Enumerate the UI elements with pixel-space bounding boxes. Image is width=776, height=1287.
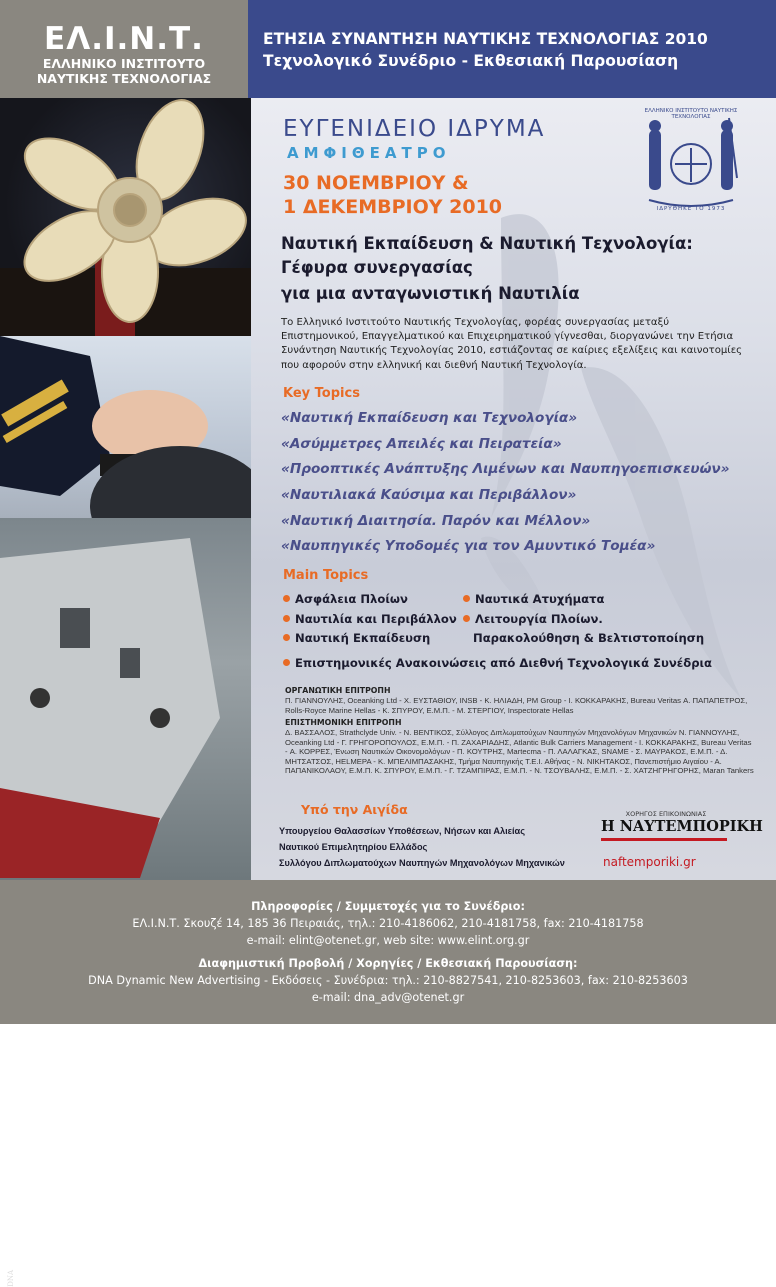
info-contact: e-mail: elint@otenet.gr, web site: www.elint.org.gr <box>246 934 530 947</box>
ship-aerial-photo <box>0 518 251 1287</box>
info-address: ΕΛ.Ι.Ν.Τ. Σκουζέ 14, 185 36 Πειραιάς, τηλ.: 210-4186062, 210-4181758, fax: 210-4181758 <box>132 917 644 930</box>
sponsor-logo: Η ΝΑΥΤΕΜΠΟΡΙΚΗ <box>601 818 763 835</box>
bullet-icon <box>463 615 470 622</box>
main-topic-item <box>463 592 604 606</box>
conference-title: ΕΤΗΣΙΑ ΣΥΝΑΝΤΗΣΗ ΝΑΥΤΙΚΗΣ ΤΕΧΝΟΛΟΓΙΑΣ 2010 <box>263 30 708 48</box>
main-topic-item <box>283 612 457 626</box>
date-line-1: 30 ΝΟΕΜΒΡΙΟΥ & <box>283 172 469 194</box>
organizing-committee-members: Π. ΓΙΑΝΝΟΥΛΗΣ, Oceanking Ltd - Χ. ΕΥΣΤΑΘΙΟΥ, INSB - Κ. ΗΛΙΑΔΗ, PM Group - Ι. ΚΟΚΚΑΡΑΚΗΣ, Bureau Veritas Α. ΠΑΠΑΠΕΤΡΟΣ, Rolls-Royce Marine Hellas - Κ. ΣΠΥΡΟΥ, Ε.Μ.Π. - Μ. ΣΤΕΡΓΙΟΥ, Inspectorate Hellas <box>285 696 748 715</box>
theme-line-1: Ναυτική Εκπαίδευση & Ναυτική Τεχνολογία: <box>281 234 693 253</box>
venue-subtitle: ΑΜΦΙΘΕΑΤΡΟ <box>287 144 451 162</box>
key-topic-item: «Ναυτική Εκπαίδευση και Τεχνολογία» <box>281 410 578 426</box>
theme-line-2: Γέφυρα συνεργασίας <box>281 258 473 277</box>
main-topic-text: Επιστημονικές Ανακοινώσεις από Διεθνή Τεχνολογικά Συνέδρια <box>295 656 712 670</box>
main-topic-text: Ναυτική Εκπαίδευση <box>295 631 431 645</box>
sponsor-label: ΧΟΡΗΓΟΣ ΕΠΙΚΟΙΝΩΝΙΑΣ <box>625 810 707 818</box>
main-topic-item <box>283 592 408 606</box>
propeller-photo <box>0 98 251 336</box>
bullet-icon <box>283 595 290 602</box>
emblem-seal-icon <box>629 108 753 218</box>
emblem-bottom-text: ΙΔΡΥΘΗΚΕ ΤΟ 1973 <box>656 206 726 212</box>
sponsor-website: naftemporiki.gr <box>603 855 696 869</box>
institute-emblem <box>629 108 753 218</box>
key-topics-list <box>281 406 730 560</box>
organizing-committee-title: ΟΡΓΑΝΩΤΙΚΗ ΕΠΙΤΡΟΠΗ <box>285 686 391 695</box>
scientific-committee-members: Δ. ΒΑΣΣΑΛΟΣ, Strathclyde Univ. - Ν. ΒΕΝΤΙΚΟΣ, Σύλλογος Διπλωματούχων Ναυπηγών Μηχανολόγων Μηχανικών Ν. ΓΙΑΝΝΟΥΛΗΣ, Oceanking Ltd - Γ. ΓΡΗΓΟΡΟΠΟΥΛΟΣ, Ε.Μ.Π. - Π. ΖΑΧΑΡΙΑΔΗΣ, Atlantic Bulk Carriers Management - Ι. ΚΟΚΚΑΡΑΚΗΣ, Bureau Veritas - Α. ΚΟΡΡΕΣ, Ένωση Ναυτικών Οικονομολόγων - Π. ΚΟΥΤΡΗΣ, Martecma - Π. ΛΑΛΑΓΚΑΣ, SNAME - Σ. ΜΑΥΡΑΚΟΣ, Ε.Μ.Π. - Δ. ΜΗΤΣΑΤΣΟΣ, HELMEPA - Κ. ΜΠΕΛΙΜΠΑΣΑΚΗΣ, Τμήμα Ναυπηγικής Τ.Ε.Ι. Αθήνας - Ν. ΝΙΚΗΤΑΚΟΣ, Πανεπιστήμιο Αιγαίου - Α. ΠΑΠΑΝΙΚΟΛΑΟΥ, Ε.Μ.Π. Κ. ΣΠΥΡΟΥ, Ε.Μ.Π. - Γ. ΤΖΑΜΠΙΡΑΣ, Ε.Μ.Π. - Ν. ΤΣΟΥΒΑΛΗΣ, Ε.Μ.Π. - Σ. ΧΑΤΖΗΓΡΗΓΟΡΗΣ, Maran Tankers <box>285 728 754 776</box>
key-topics-label: Key Topics <box>283 386 360 401</box>
bullet-icon <box>283 615 290 622</box>
patronage-label: Υπό την Αιγίδα <box>301 802 408 817</box>
emblem-top-text: ΕΛΛΗΝΙΚΟ ΙΝΣΤΙΤΟΥΤΟ ΝΑΥΤΙΚΗΣ ΤΕΧΝΟΛΟΓΙΑΣ <box>644 108 738 120</box>
theme-line-3: για μια ανταγωνιστική Ναυτιλία <box>281 284 580 303</box>
photo-credit: DNA <box>7 1270 15 1287</box>
key-topic-item: «Προοπτικές Ανάπτυξης Λιμένων και Ναυπηγοεπισκευών» <box>281 461 730 478</box>
main-topic-item <box>463 612 603 626</box>
brand-logo: ΕΛ.Ι.Ν.Τ. <box>44 21 204 57</box>
key-topic-item: «Ναυτική Διαιτησία. Παρόν και Μέλλον» <box>281 512 591 529</box>
key-topic-item: «Ασύμμετρες Απειλές και Πειρατεία» <box>281 435 562 452</box>
date-line-2: 1 ΔΕΚΕΜΒΡΙΟΥ 2010 <box>283 196 503 218</box>
patron-item: Υπουργείου Θαλασσίων Υποθέσεων, Νήσων και Αλιείας <box>279 826 525 836</box>
propeller-illustration <box>0 98 251 336</box>
ads-contact: e-mail: dna_adv@otenet.gr <box>311 991 465 1004</box>
footer-contact <box>0 880 776 1024</box>
institute-name-line2: ΝΑΥΤΙΚΗΣ ΤΕΧΝΟΛΟΓΙΑΣ <box>36 71 212 86</box>
intro-paragraph: Το Ελληνικό Ινστιτούτο Ναυτικής Τεχνολογίας, φορέας συνεργασίας μεταξύ Επιστημονικού, Επαγγελματικού και Επιχειρηματικού γίγνεσθαι, διοργανώνει την Ετήσια Συνάντηση Ναυτικής Τεχνολογίας 2010, εστιάζοντας σε καίριες εξελίξεις και καινοτομίες που αφορούν στην ελληνική και διεθνή Ναυτική Τεχνολογία. <box>281 317 743 371</box>
patron-item: Ναυτικού Επιμελητηρίου Ελλάδος <box>279 842 428 852</box>
venue-title: ΕΥΓΕΝΙΔΕΙΟ ΙΔΡΥΜΑ <box>283 116 546 142</box>
bullet-icon <box>463 595 470 602</box>
sponsor-logo-underline <box>601 838 727 841</box>
header-title-block <box>248 0 776 98</box>
institute-name-line1: ΕΛΛΗΝΙΚΟ ΙΝΣΤΙΤΟΥΤΟ <box>42 56 206 71</box>
main-panel <box>251 98 776 880</box>
main-topics-label: Main Topics <box>283 568 369 583</box>
bullet-icon <box>283 659 290 666</box>
info-heading: Πληροφορίες / Συμμετοχές για το Συνέδριο: <box>251 900 525 913</box>
bullet-icon <box>283 634 290 641</box>
conference-subtitle: Τεχνολογικό Συνέδριο - Εκθεσιακή Παρουσίαση <box>263 52 679 70</box>
ads-address: DNA Dynamic New Advertising - Εκδόσεις - Συνέδρια: τηλ.: 210-8827541, 210-8253603, fax: 210-8253603 <box>88 974 688 987</box>
patron-item: Συλλόγου Διπλωματούχων Ναυπηγών Μηχανολόγων Μηχανικών <box>279 858 565 868</box>
main-topic-text: Ναυτικά Ατυχήματα <box>475 592 605 606</box>
photo-column <box>0 98 251 1287</box>
main-topic-text: Λειτουργία Πλοίων. <box>475 612 603 626</box>
scientific-committee-title: ΕΠΙΣΤΗΜΟΝΙΚΗ ΕΠΙΤΡΟΠΗ <box>285 718 402 727</box>
ads-heading: Διαφημιστική Προβολή / Χορηγίες / Εκθεσιακή Παρουσίαση: <box>198 957 578 970</box>
main-topic-text: Παρακολούθηση & Βελτιστοποίηση <box>473 631 705 645</box>
ship-deck-illustration <box>0 518 251 880</box>
key-topic-item: «Ναυτιλιακά Καύσιμα και Περιβάλλον» <box>281 487 577 504</box>
key-topic-item: «Ναυπηγικές Υποδομές για τον Αμυντικό Τομέα» <box>281 538 656 555</box>
main-topic-item <box>283 656 712 670</box>
main-topic-text: Ναυτιλία και Περιβάλλον <box>295 612 457 626</box>
main-topic-text: Ασφάλεια Πλοίων <box>295 592 408 606</box>
header-brand-block <box>0 0 248 98</box>
main-topic-item-continued <box>473 631 704 645</box>
main-topic-item <box>283 631 430 645</box>
